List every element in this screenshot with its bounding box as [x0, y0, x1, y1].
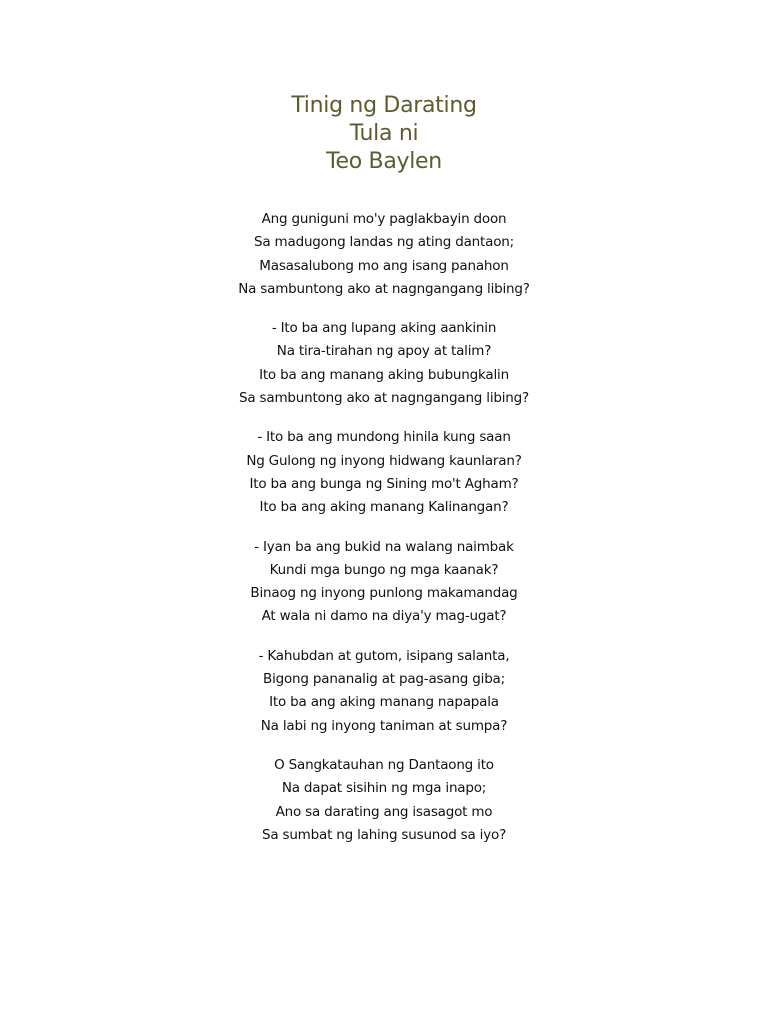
poem-title [0, 92, 768, 176]
poem-line: Binaog ng inyong punlong makamandag [250, 585, 518, 602]
poem-line: - Ito ba ang lupang aking aankinin [271, 320, 497, 337]
stanza-4 [0, 536, 768, 629]
title-line: Tinig ng Darating [291, 93, 477, 118]
stanza-2 [0, 317, 768, 410]
stanza-5 [0, 645, 768, 738]
poem-line: Kundi mga bungo ng mga kaanak? [269, 561, 499, 578]
poem-line: Sa sumbat ng lahing susunod sa iyo? [261, 826, 507, 843]
poem-line: Na dapat sisihin ng mga inapo; [281, 780, 487, 797]
poem-line: Na tira-tirahan ng apoy at talim? [276, 343, 492, 360]
stanza-1 [0, 208, 768, 301]
poem-line: Na sambuntong ako at nagngangang libing? [238, 280, 530, 297]
poem-line: - Ito ba ang mundong hinila kung saan [257, 429, 511, 446]
poem-line: Bigong pananalig at pag-asang giba; [263, 671, 505, 688]
poem-line: Ito ba ang manang aking bubungkalin [259, 366, 509, 383]
author-name: Teo Baylen [326, 149, 442, 174]
poem-line: Ng Gulong ng inyong hidwang kaunlaran? [246, 452, 522, 469]
poem-line: At wala ni damo na diya'y mag-ugat? [261, 608, 507, 625]
poem-line: Sa madugong landas ng ating dantaon; [254, 234, 514, 251]
poem-line: Ito ba ang aking manang Kalinangan? [259, 499, 509, 516]
poem-line: Ito ba ang bunga ng Sining mo't Agham? [249, 475, 519, 492]
poem-line: - Iyan ba ang bukid na walang naimbak [254, 538, 514, 555]
poem-line: - Kahubdan at gutom, isipang salanta, [258, 647, 510, 664]
poem-body [0, 208, 768, 863]
poem-line: Ito ba ang aking manang napapala [269, 694, 499, 711]
poem-line: O Sangkatauhan ng Dantaong ito [274, 756, 494, 773]
stanza-6 [0, 754, 768, 847]
poem-line: Ang guniguni mo'y paglakbayin doon [261, 211, 507, 227]
poem-line: Masasalubong mo ang isang panahon [259, 257, 509, 274]
poem-line: Na labi ng inyong taniman at sumpa? [260, 717, 508, 734]
byline-label: Tula ni [349, 121, 419, 146]
poem-line: Sa sambuntong ako at nagngangang libing? [239, 390, 529, 407]
stanza-3 [0, 426, 768, 519]
poem-line: Ano sa darating ang isasagot mo [275, 803, 493, 820]
